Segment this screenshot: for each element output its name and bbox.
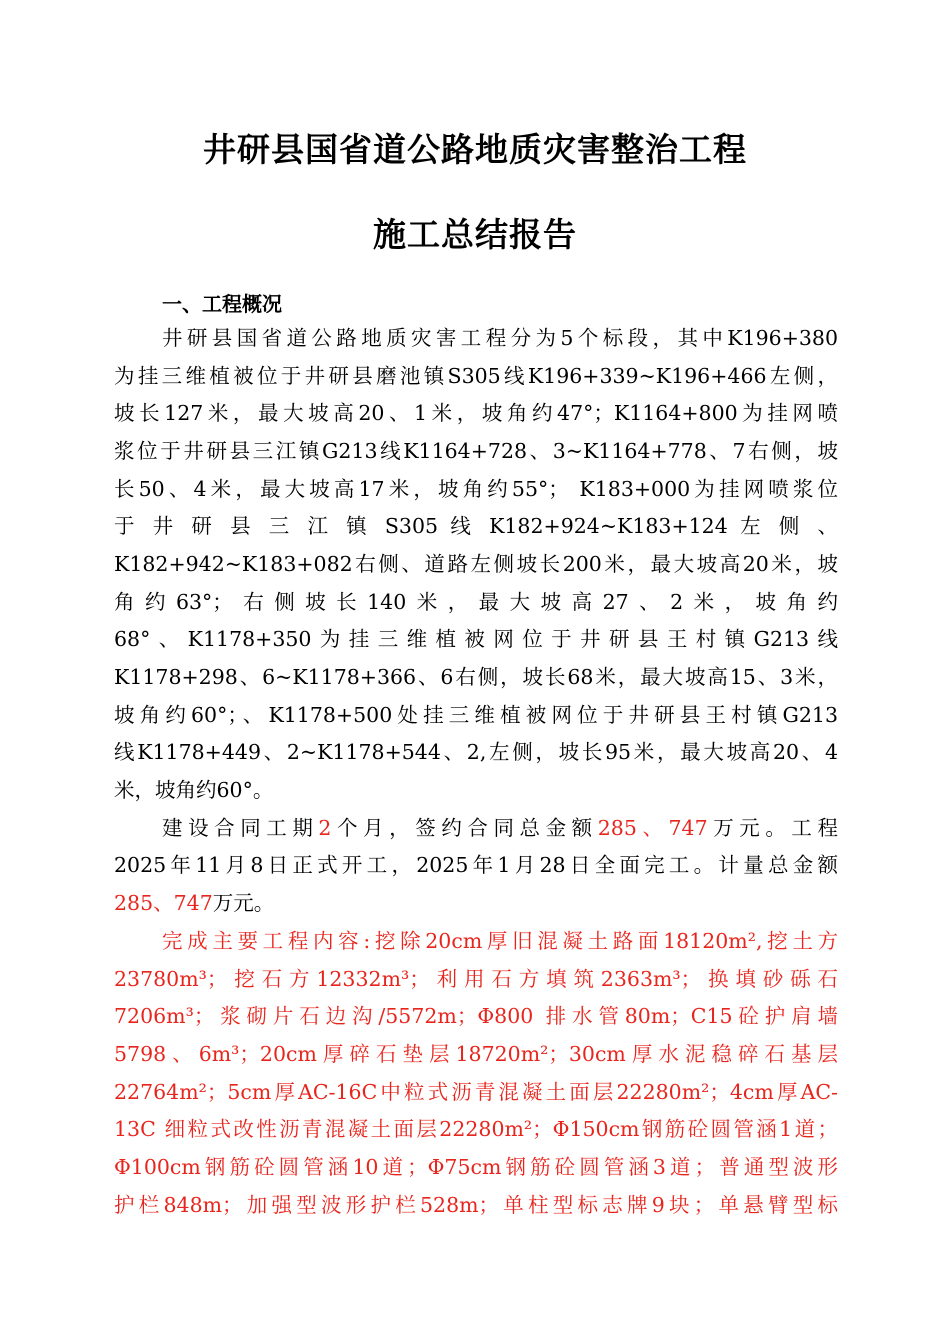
- contract-text: 万元。工程: [707, 816, 839, 840]
- works-line: 23780m³；挖石方12332m³；利用石方填筑2363m³；换填砂砾石: [114, 967, 838, 991]
- works-line: 完成主要工程内容:挖除20cm厚旧混凝土路面18120m²,挖土方: [162, 929, 838, 953]
- overview-line: 角约63°；右侧坡长140米，最大坡高27、2米，坡角约: [114, 590, 838, 614]
- overview-line: K1178+298、6~K1178+366、6右侧，坡长68米，最大坡高15、3米，: [114, 665, 838, 689]
- works-line: 5798、6m³；20cm厚碎石垫层18720m²；30cm厚水泥稳碎石基层: [114, 1042, 838, 1066]
- overview-line: 米，坡角约60°。: [114, 778, 274, 802]
- overview-line: 线K1178+449、2~K1178+544、2,左侧，坡长95米，最大坡高20、4: [114, 740, 838, 764]
- overview-line: 为挂三维植被位于井研县磨池镇S305线K196+339~K196+466左侧，: [114, 364, 838, 388]
- overview-line: K182+942~K183+082右侧、道路左侧坡长200米，最大坡高20米，坡: [114, 552, 838, 576]
- contract-line: 2025年11月8日正式开工，2025年1月28日全面完工。计量总金额: [114, 853, 838, 877]
- document-title: 井研县国省道公路地质灾害整治工程: [203, 130, 747, 169]
- works-line: Φ100cm钢筋砼圆管涵10道；Φ75cm钢筋砼圆管涵3道；普通型波形: [114, 1155, 838, 1179]
- overview-line: 坡长127米，最大坡高20、1米，坡角约47°；K1164+800为挂网喷: [114, 401, 838, 425]
- works-line: 护栏848m；加强型波形护栏528m；单柱型标志牌9块；单悬臂型标: [114, 1193, 838, 1217]
- contract-text: 万元。: [212, 891, 275, 915]
- works-line: 22764m²；5cm厚AC-16C中粒式沥青混凝土面层22280m²；4cm厚AC-: [114, 1080, 838, 1104]
- overview-line: 井研县国省道公路地质灾害工程分为5个标段，其中K196+380: [162, 326, 838, 350]
- contract-line: [114, 886, 838, 920]
- contract-text: 个月，签约合同总金额: [331, 816, 598, 840]
- document-subtitle: 施工总结报告: [373, 215, 577, 254]
- measured-amount: 285、747: [114, 891, 213, 915]
- section-heading: 一、工程概况: [162, 292, 282, 316]
- overview-line: 68°、K1178+350为挂三维植被网位于井研县王村镇G213线: [114, 627, 838, 651]
- overview-line: 坡角约60°；、K1178+500处挂三维植被网位于井研县王村镇G213: [114, 703, 838, 727]
- overview-line: 浆位于井研县三江镇G213线K1164+728、3~K1164+778、7右侧，坡: [114, 439, 838, 463]
- overview-line: 长50、4米，最大坡高17米，坡角约55°； K183+000为挂网喷浆位: [114, 477, 838, 501]
- contract-text: 建设合同工期: [162, 816, 319, 840]
- works-line: 13C 细粒式改性沥青混凝土面层22280m²；Φ150cm钢筋砼圆管涵1道；: [114, 1117, 838, 1141]
- contract-period: 2: [318, 816, 332, 840]
- overview-line: 于 井 研 县 三 江 镇 S305 线 K182+924~K183+124 左 侧 、: [114, 514, 838, 538]
- contract-amount: 285、747: [597, 816, 708, 840]
- contract-line: [162, 811, 838, 845]
- works-line: 7206m³；浆砌片石边沟/5572m；Φ800 排水管80m；C15砼护肩墙: [114, 1004, 838, 1028]
